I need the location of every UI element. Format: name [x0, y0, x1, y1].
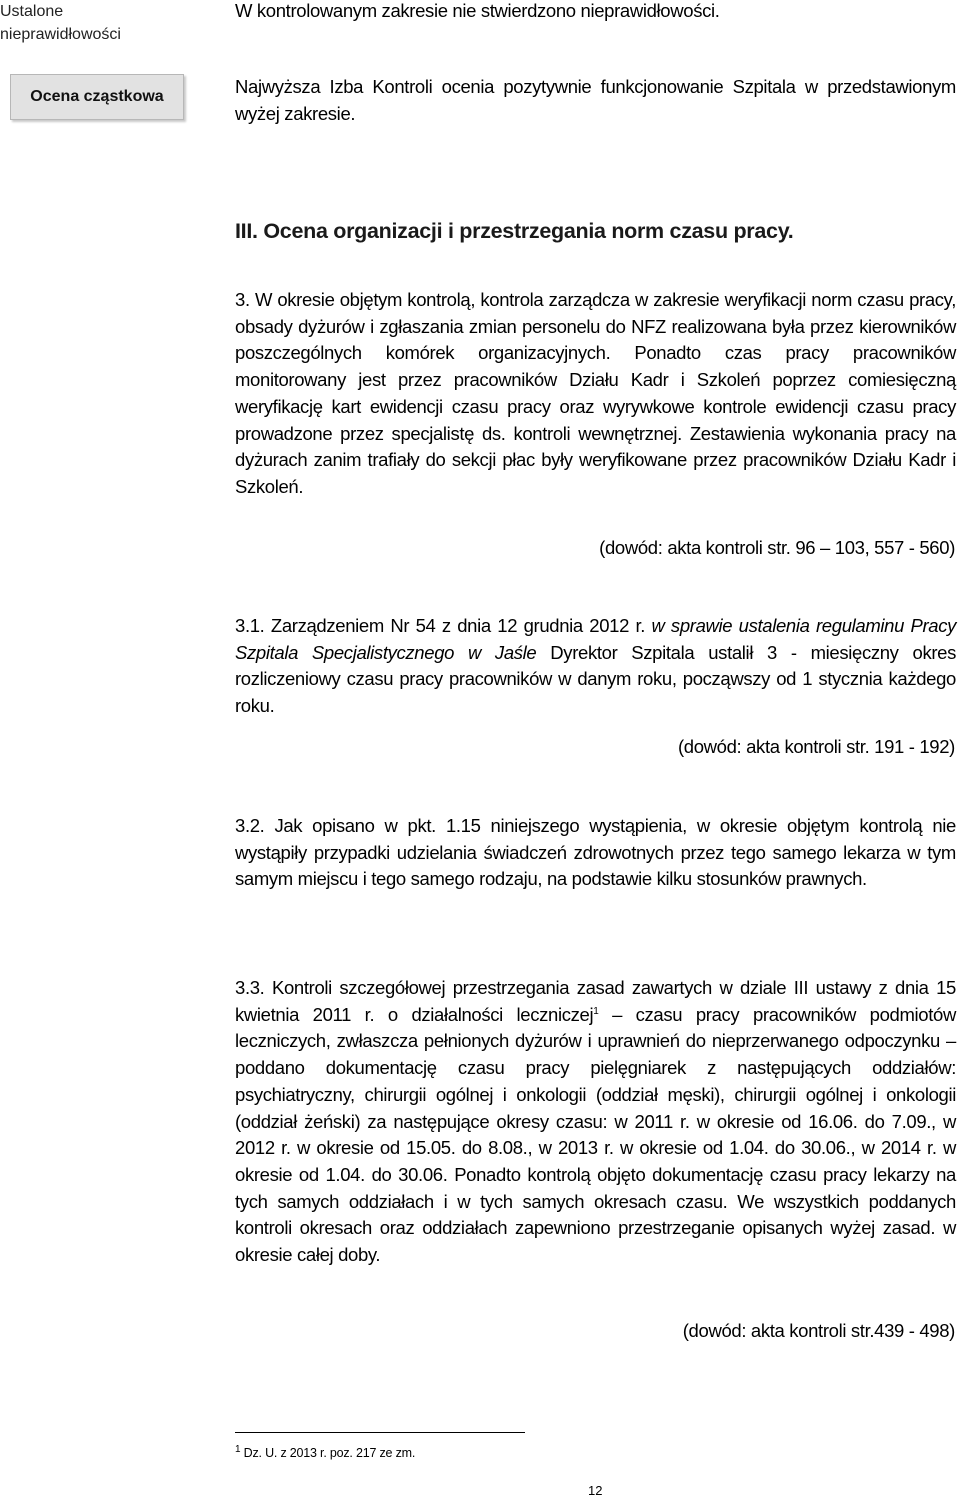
paragraph-3-3-start: 3.3. Kontroli szczegółowej przestrzegania zasad zawartych w dziale III ustawy z dnia 15 kwietnia 2011 r. o działalności leczniczej [235, 977, 956, 1025]
footnote-reference: 1 [593, 1005, 599, 1017]
paragraph-3: 3. W okresie objętym kontrolą, kontrola zarządcza w zakresie weryfikacji norm czasu pracy, obsady dyżurów i zgłaszania zmian personelu do NFZ realizowana była przez kierowników poszczególnych komórek organizacyjnych. Ponadto czas pracy pracowników monitorowany jest przez pracowników Działu Kadr i Szkoleń poprzez comiesięczną weryfikację kart ewidencji czasu pracy oraz wyrywkowe kontrole ewidencji czasu pracy prowadzone przez specjalistę ds. kontroli wewnętrznej. Zestawienia wykonania pracy na dyżurach zanim trafiały do sekcji płac były weryfikowane przez pracowników Działu Kadr i Szkoleń. [235, 289, 956, 497]
paragraph-3-3-end: – czasu pracy pracowników podmiotów leczniczych, zwłaszcza pełnionych dyżurów i uprawnień do nieprzerwanego odpoczynku – poddano dokumentację czasu pracy pielęgniarek z następujących oddziałów: psychiatryczny, chirurgii ogólnej i onkologii (oddział męski), chirurgii ogólnej i onkologii (oddział żeński) za następujące okresy czasu: w 2011 r. w okresie od 16.06. do 7.09., w 2012 r. w okresie od 15.05. do 8.08., w 2013 r. w okresie od 1.04. do 30.06., w 2014 r. w okresie od 1.04. do 30.06. Ponadto kontrolą objęto dokumentację czasu pracy lekarzy na tych samych oddziałach i w tych samych okresach czasu. We wszystkich poddanych kontroli okresach oraz oddziałach zapewniono przestrzeganie opisanych wyżej zasad. w okresie całej doby. [235, 1003, 956, 1266]
footnote-separator [235, 1432, 525, 1433]
paragraph-3-3 [235, 975, 956, 1269]
margin-note-irregularities: Ustalone nieprawidłowości [0, 3, 121, 43]
paragraph-3-2: 3.2. Jak opisano w pkt. 1.15 niniejszego wystąpienia, w okresie objętym kontrolą nie wystąpiły przypadki udzielania świadczeń zdrowotnych przez tego samego lekarza w tym samym miejscu i tego samego rodzaju, na podstawie kilku stosunków prawnych. [235, 815, 956, 890]
paragraph-3-1-start: 3.1. Zarządzeniem Nr 54 z dnia 12 grudnia 2012 r. [235, 615, 652, 636]
page-number: 12 [588, 1483, 603, 1498]
evidence-note-3: (dowód: akta kontroli str. 96 – 103, 557 - 560) [599, 537, 955, 558]
footnote-number: 1 [235, 1443, 241, 1455]
paragraph-3-1 [235, 613, 956, 720]
evidence-note-3-1: (dowód: akta kontroli str. 191 - 192) [677, 736, 955, 757]
evidence-note-3-3: (dowód: akta kontroli str.439 - 498) [682, 1320, 955, 1341]
no-irregularities-text: W kontrolowanym zakresie nie stwierdzono nieprawidłowości. [235, 0, 720, 21]
footnote [235, 1443, 416, 1460]
section-heading: III. Ocena organizacji i przestrzegania norm czasu pracy. [235, 219, 794, 243]
margin-box-partial-assessment: Ocena cząstkowa [10, 74, 184, 120]
assessment-paragraph: Najwyższa Izba Kontroli ocenia pozytywnie funkcjonowanie Szpitala w przedstawionym wyżej zakresie. [235, 76, 956, 124]
regulation-title: w sprawie ustalenia regulaminu Pracy Szpitala Specjalistycznego w Jaśle [235, 615, 956, 663]
paragraph-3-1-end: Dyrektor Szpitala ustalił 3 - miesięczny okres rozliczeniowy czasu pracy pracowników w danym roku, począwszy od 1 stycznia każdego roku. [235, 641, 956, 717]
footnote-text: Dz. U. z 2013 r. poz. 217 ze zm. [240, 1446, 416, 1460]
